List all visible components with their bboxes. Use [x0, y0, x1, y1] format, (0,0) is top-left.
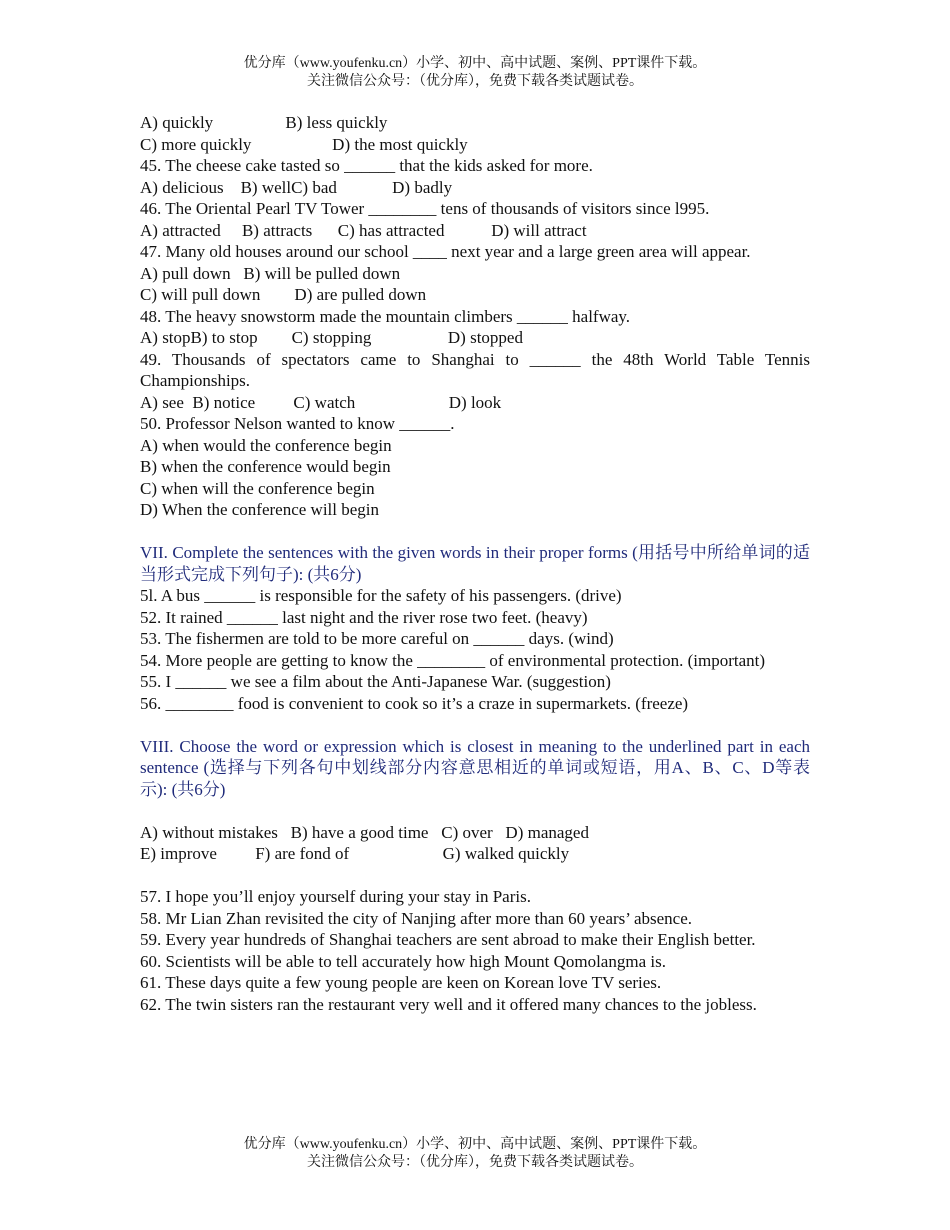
option-line: A) delicious B) wellC) bad D) badly: [140, 177, 453, 197]
question-60: 60. Scientists will be able to tell accurately how high Mount Qomolangma is.: [140, 951, 666, 971]
option-line: A) pull down B) will be pulled down: [140, 263, 401, 283]
question-59: 59. Every year hundreds of Shanghai teachers are sent abroad to make their English better.: [140, 930, 756, 949]
question-58: 58. Mr Lian Zhan revisited the city of Nanjing after more than 60 years’ absence.: [140, 908, 692, 928]
question-56: 56. ________ food is convenient to cook so it’s a craze in supermarkets. (freeze): [140, 693, 689, 713]
question-45: 45. The cheese cake tasted so ______ that the kids asked for more.: [140, 156, 593, 175]
header-line-1: 优分库（www.youfenku.cn）小学、初中、高中试题、案例、PPT课件下载。: [243, 56, 707, 71]
exam-content: [140, 112, 810, 1015]
question-61: 61. These days quite a few young people are keen on Korean love TV series.: [140, 973, 662, 992]
spacer: [140, 865, 810, 887]
spacer: [140, 521, 810, 543]
option-line: A) attracted B) attracts C) has attracted D) will attract: [140, 220, 587, 240]
option-line: C) when will the conference begin: [140, 478, 375, 498]
choice-bank-line: A) without mistakes B) have a good time C) over D) managed: [140, 822, 589, 842]
option-line: D) When the conference will begin: [140, 500, 380, 519]
page-footer: [0, 1136, 950, 1172]
page-header: [0, 55, 950, 91]
question-51: 5l. A bus ______ is responsible for the safety of his passengers. (drive): [140, 586, 622, 605]
question-52: 52. It rained ______ last night and the river rose two feet. (heavy): [140, 607, 588, 627]
header-line-2: 关注微信公众号：（优分库），免费下载各类试题试卷。: [307, 74, 643, 89]
option-line: B) when the conference would begin: [140, 457, 391, 476]
question-50: 50. Professor Nelson wanted to know ______.: [140, 414, 455, 433]
section-vii-heading: VII. Complete the sentences with the given words in their proper forms (用括号中所给单词的适当形式完成下列句子): (共6分): [140, 543, 810, 584]
option-line: C) will pull down D) are pulled down: [140, 285, 427, 304]
question-46: 46. The Oriental Pearl TV Tower ________ tens of thousands of visitors since l995.: [140, 199, 710, 218]
question-53: 53. The fishermen are told to be more careful on ______ days. (wind): [140, 629, 614, 648]
question-57: 57. I hope you’ll enjoy yourself during your stay in Paris.: [140, 887, 531, 906]
question-48: 48. The heavy snowstorm made the mountain climbers ______ halfway.: [140, 306, 631, 326]
choice-bank-line: E) improve F) are fond of G) walked quickly: [140, 844, 570, 863]
question-49: 49. Thousands of spectators came to Shanghai to ______ the 48th World Table Tennis Championships.: [140, 349, 810, 390]
spacer: [140, 800, 810, 822]
question-47: 47. Many old houses around our school ____ next year and a large green area will appear.: [140, 242, 751, 261]
spacer: [140, 714, 810, 736]
option-line: A) when would the conference begin: [140, 435, 392, 455]
section-viii-heading: VIII. Choose the word or expression which is closest in meaning to the underlined part in each sentence (选择与下列各句中划线部分内容意思相近的单词或短语，用A、B、C、D等表示): (共6分): [140, 736, 810, 799]
question-54: 54. More people are getting to know the ________ of environmental protection. (important): [140, 650, 766, 670]
footer-line-1: 优分库（www.youfenku.cn）小学、初中、高中试题、案例、PPT课件下载。: [243, 1137, 707, 1152]
option-line: A) quickly B) less quickly: [140, 113, 388, 132]
option-line: A) stopB) to stop C) stopping D) stopped: [140, 328, 523, 347]
footer-line-2: 关注微信公众号：（优分库），免费下载各类试题试卷。: [307, 1155, 643, 1170]
option-line: C) more quickly D) the most quickly: [140, 134, 468, 154]
question-55: 55. I ______ we see a film about the Anti-Japanese War. (suggestion): [140, 672, 611, 691]
question-62: 62. The twin sisters ran the restaurant very well and it offered many chances to the jobless.: [140, 994, 757, 1014]
option-line: A) see B) notice C) watch D) look: [140, 392, 502, 412]
